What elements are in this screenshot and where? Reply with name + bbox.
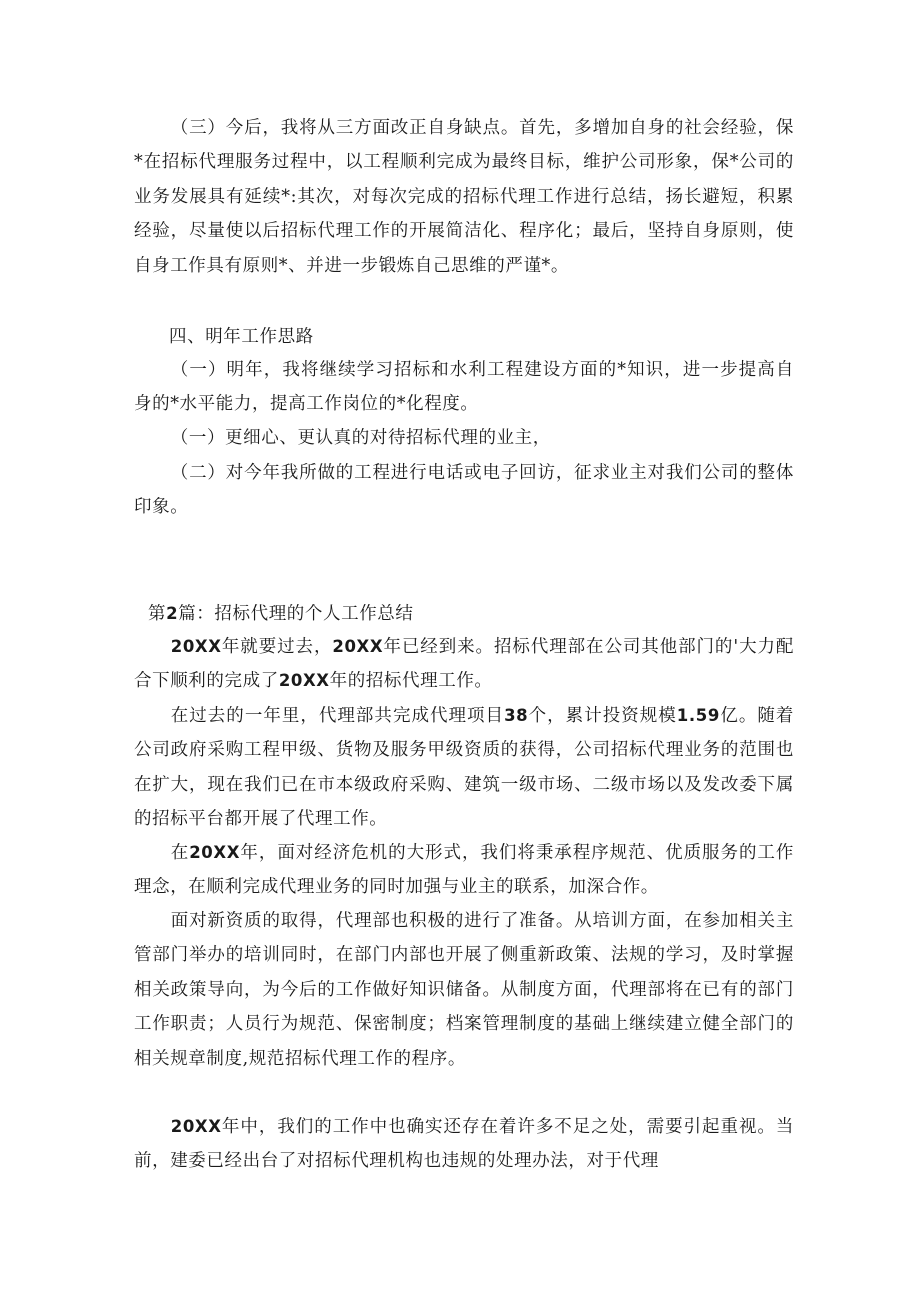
text-run: 在过去的一年里，代理部共完成代理项目: [170, 706, 505, 726]
year-text: 20XX: [278, 671, 330, 691]
project-count: 38: [504, 706, 529, 725]
investment-amount: 1.59: [676, 706, 720, 725]
year-text: 20XX: [189, 843, 241, 862]
article-2-title: [148, 597, 414, 631]
text-run: 年的招标代理工作。: [329, 671, 493, 692]
text-run: 亿。随着公司政府采购工程甲级、货物及服务甲级资质的获得，公司招标代理业务的范围也在扩大，现在我们已在市本级政府采购、建筑一级市场、二级市场以及发改委下属的招标平台都开展了代理工作。: [134, 706, 794, 830]
paragraph-next-year-study: （一）明年，我将继续学习招标和水利工程建设方面的*知识，进一步提高自身的*水平能力，提高工作岗位的*化程度。: [134, 360, 794, 415]
paragraph-year-intro: [134, 630, 794, 699]
year-text: 20XX: [170, 637, 222, 656]
text-run: 个，累计投资规模: [528, 706, 677, 726]
paragraph-shortcomings: [134, 1110, 794, 1179]
paragraph-economic-crisis: [134, 836, 794, 905]
title-text: 篇：招标代理的个人工作总结: [178, 604, 414, 624]
paragraph-project-stats: [134, 699, 794, 837]
year-text: 20XX: [170, 1117, 222, 1136]
year-text: 20XX: [332, 637, 384, 656]
text-run: 年就要过去，: [221, 637, 333, 657]
text-run: 年已经到来。招标代理部在公司其他部门的'大力配合下顺利的完成了: [134, 637, 794, 692]
text-run: 在: [170, 843, 190, 863]
paragraph-item-two: （二）对今年我所做的工程进行电话或电子回访，征求业主对我们公司的整体印象。: [134, 463, 794, 518]
heading-next-year-plan: 四、明年工作思路: [169, 327, 314, 347]
paragraph-new-qualification: 面对新资质的取得，代理部也积极的进行了准备。从培训方面，在参加相关主管部门举办的培训同时，在部门内部也开展了侧重新政策、法规的学习，及时掌握相关政策导向，为今后的工作做好知识储备。从制度方面，代理部将在已有的部门工作职责；人员行为规范、保密制度；档案管理制度的基础上继续建立健全部门的相关规章制度,规范招标代理工作的程序。: [134, 911, 794, 1069]
text-run: 年，面对经济危机的大形式，我们将秉承程序规范、优质服务的工作理念，在顺利完成代理业务的同时加强与业主的联系，加深合作。: [134, 843, 794, 898]
title-number: 2: [166, 604, 179, 623]
text-run: 年中，我们的工作中也确实还存在着许多不足之处，需要引起重视。当前，建委已经出台了对招标代理机构也违规的处理办法，对于代理: [134, 1117, 794, 1172]
title-prefix: 第: [148, 604, 167, 624]
paragraph-item-one: （一）更细心、更认真的对待招标代理的业主，: [170, 428, 551, 448]
paragraph-improvement-plan: （三）今后，我将从三方面改正自身缺点。首先，多增加自身的社会经验，保*在招标代理服务过程中，以工程顺利完成为最终目标，维护公司形象，保*公司的业务发展具有延续*:其次，对每次完成的招标代理工作进行总结，扬长避短，积累经验，尽量使以后招标代理工作的开展简洁化、程序化；最后，坚持自身原则，使自身工作具有原则*、并进一步锻炼自己思维的严谨*。: [134, 118, 794, 276]
